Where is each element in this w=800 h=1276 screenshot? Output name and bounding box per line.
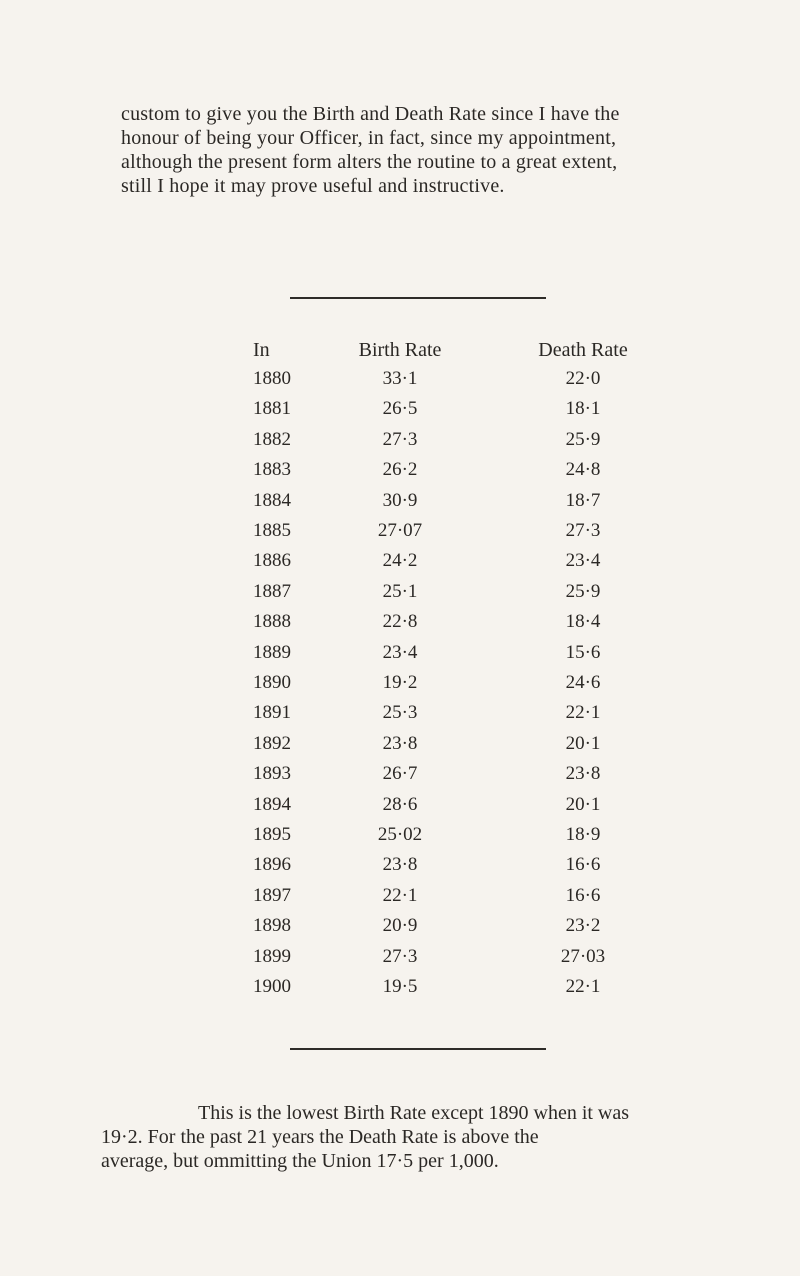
birth-rate-cell: 30·9: [382, 489, 418, 511]
year-cell: 1890: [253, 672, 291, 693]
death-rate-cell: 23·2: [565, 915, 601, 937]
birth-rate-cell: 22·1: [382, 884, 418, 906]
intro-line: still I hope it may prove useful and instructive.: [121, 175, 505, 197]
table-row: [0, 946, 800, 976]
year-cell: 1882: [253, 428, 291, 450]
birth-rate-cell: 20·9: [382, 915, 418, 937]
table-row: [0, 976, 800, 1006]
table-row: [0, 642, 800, 672]
birth-rate-cell: 27·3: [382, 428, 418, 450]
header-year: In: [253, 339, 270, 361]
death-rate-cell: 16·6: [565, 884, 601, 906]
table-row: [0, 854, 800, 884]
table-row: [0, 733, 800, 763]
table-row: [0, 550, 800, 580]
table-row: [0, 672, 800, 702]
death-rate-cell: 24·6: [565, 672, 601, 693]
table-row: [0, 611, 800, 641]
table-row: [0, 702, 800, 732]
death-rate-cell: 18·9: [565, 824, 601, 845]
year-cell: 1891: [253, 702, 291, 724]
year-cell: 1887: [253, 580, 291, 602]
death-rate-cell: 23·8: [565, 763, 601, 785]
table-row: [0, 398, 800, 428]
year-cell: 1897: [253, 884, 291, 906]
death-rate-cell: 27·03: [560, 945, 606, 967]
death-rate-cell: 15·6: [565, 641, 601, 663]
death-rate-cell: 22·0: [565, 368, 601, 389]
death-rate-cell: 20·1: [565, 793, 601, 815]
intro-line: although the present form alters the routine to a great extent,: [121, 151, 618, 173]
year-cell: 1899: [253, 945, 291, 967]
table-row: [0, 915, 800, 945]
table-row: [0, 459, 800, 489]
table-row: [0, 763, 800, 793]
birth-rate-cell: 26·7: [382, 763, 418, 785]
birth-rate-cell: 19·5: [382, 976, 418, 997]
table-bottom-rule: [290, 1048, 546, 1050]
table-row: [0, 885, 800, 915]
birth-rate-cell: 26·5: [382, 398, 418, 420]
year-cell: 1884: [253, 489, 291, 511]
birth-rate-cell: 24·2: [382, 550, 418, 572]
year-cell: 1888: [253, 611, 291, 633]
year-cell: 1880: [253, 368, 291, 389]
year-cell: 1881: [253, 398, 291, 420]
death-rate-cell: 18·7: [565, 489, 601, 511]
birth-rate-cell: 27·3: [382, 945, 418, 967]
table-row: [0, 490, 800, 520]
year-cell: 1898: [253, 915, 291, 937]
intro-line: honour of being your Officer, in fact, since my appointment,: [121, 127, 617, 149]
year-cell: 1894: [253, 793, 291, 815]
birth-rate-cell: 28·6: [382, 793, 418, 815]
closing-line: This is the lowest Birth Rate except 1890 when it was: [198, 1102, 630, 1124]
closing-line: average, but ommitting the Union 17·5 per 1,000.: [101, 1150, 499, 1172]
year-cell: 1883: [253, 459, 291, 481]
closing-paragraph: [101, 1101, 721, 1173]
death-rate-cell: 20·1: [565, 732, 601, 754]
table-row: [0, 368, 800, 398]
table-row: [0, 794, 800, 824]
death-rate-cell: 25·9: [565, 580, 601, 602]
birth-rate-cell: 26·2: [382, 459, 418, 481]
table-row: [0, 520, 800, 550]
death-rate-cell: 24·8: [565, 459, 601, 481]
header-birth-rate: Birth Rate: [358, 339, 442, 361]
birth-rate-cell: 25·1: [382, 580, 418, 602]
birth-rate-cell: 19·2: [382, 672, 418, 693]
birth-rate-cell: 23·8: [382, 732, 418, 754]
birth-rate-cell: 27·07: [377, 520, 423, 541]
birth-rate-cell: 23·4: [382, 641, 418, 663]
death-rate-cell: 27·3: [565, 520, 601, 541]
year-cell: 1885: [253, 520, 291, 541]
year-cell: 1893: [253, 763, 291, 785]
birth-rate-cell: 33·1: [382, 368, 418, 389]
death-rate-cell: 22·1: [565, 702, 601, 724]
death-rate-cell: 22·1: [565, 976, 601, 997]
birth-rate-cell: 23·8: [382, 854, 418, 876]
table-row: [0, 429, 800, 459]
year-cell: 1892: [253, 732, 291, 754]
death-rate-cell: 18·4: [565, 611, 601, 633]
year-cell: 1900: [253, 976, 291, 997]
year-cell: 1896: [253, 854, 291, 876]
birth-rate-cell: 25·3: [382, 702, 418, 724]
death-rate-cell: 25·9: [565, 428, 601, 450]
death-rate-cell: 23·4: [565, 550, 601, 572]
birth-rate-cell: 22·8: [382, 611, 418, 633]
table-row: [0, 824, 800, 854]
year-cell: 1895: [253, 824, 291, 845]
table-row: [0, 581, 800, 611]
year-cell: 1889: [253, 641, 291, 663]
closing-line: 19·2. For the past 21 years the Death Rate is above the: [101, 1126, 539, 1148]
intro-line: custom to give you the Birth and Death Rate since I have the: [121, 103, 620, 125]
death-rate-cell: 18·1: [565, 398, 601, 420]
death-rate-cell: 16·6: [565, 854, 601, 876]
header-death-rate: Death Rate: [538, 339, 628, 361]
year-cell: 1886: [253, 550, 291, 572]
birth-rate-cell: 25·02: [377, 824, 423, 845]
